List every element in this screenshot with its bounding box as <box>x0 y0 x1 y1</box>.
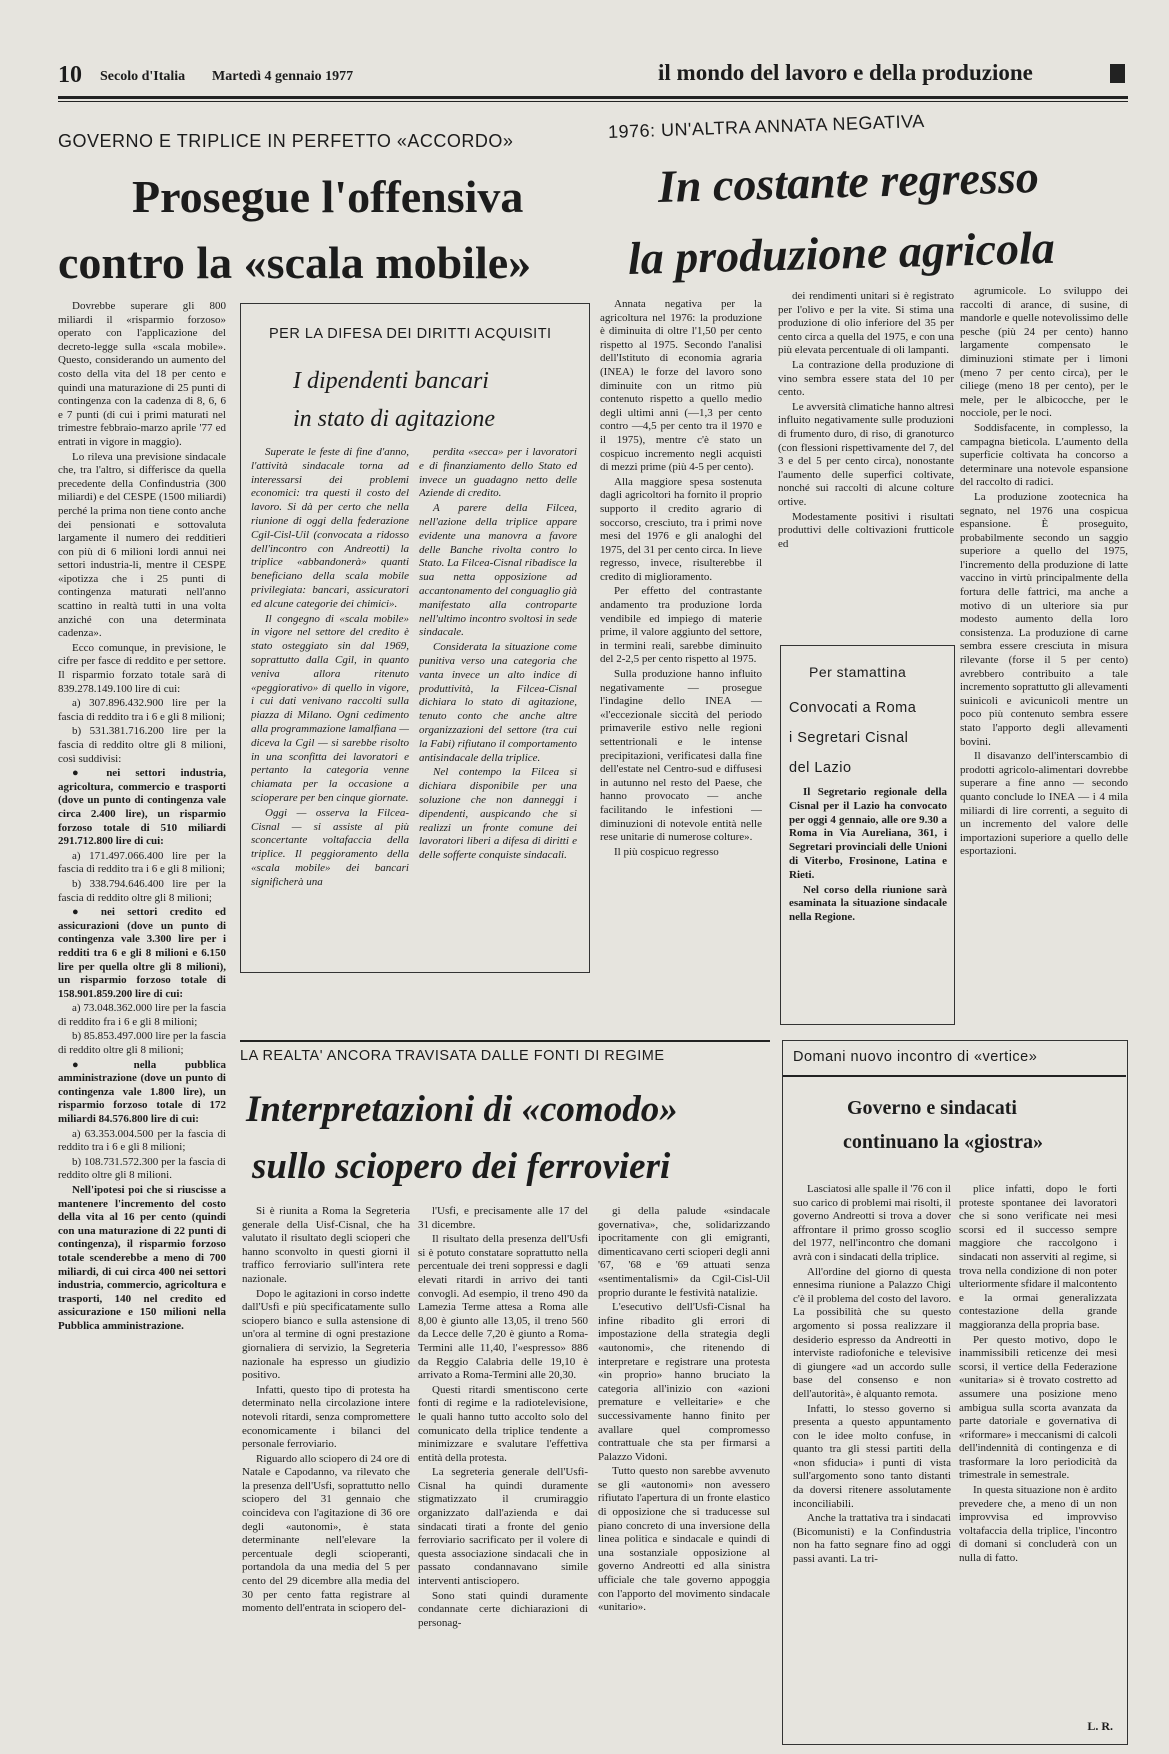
paragraph: Il risultato della presenza dell'Usfi si è potuto constatare soprattutto nella percentuale dei treni soppressi e dagli elevati ritardi in arrivo dei tanti convogli. Ad esempio, il treno 490 da Lamezia Terme attesa a Roma alle 8,00 è giunto alle 13,05, il treno 560 da Lecce delle 7,20 è giunto a Roma-Termini alle 11,40, l'«espresso» 886 da Reggio Calabria delle 19,10 è arrivato a Roma-Termini alle 20,30. <box>418 1233 588 1382</box>
ferrovieri-kicker: LA REALTA' ANCORA TRAVISATA DALLE FONTI DI REGIME <box>240 1048 665 1064</box>
paragraph: Per questo motivo, dopo le inammissibili reticenze dei mesi scorsi, il vertice della Federazione «unitaria» si è trovato costretto ad assumere una posizione meno ambigua sulla scorta avanzata da parte datoriale e governativa di «riformare» i meccanismi di calcoli dell'indennità di contingenza e di trasformare la loro periodicità da trimestrale in semestrale. <box>959 1333 1117 1482</box>
paragraph: plice infatti, dopo le forti proteste spontanee dei lavoratori che si sono verificate nei mesi scorsi ed il successo sempre maggiore che raccolgono i sindacati non asserviti al regime, si trova nella condizione di non poter ulteriormente sfidare il malcontento e la ormai generalizzata contestazione della grande maggioranza della propria base. <box>959 1183 1117 1331</box>
paragraph: ● nella pubblica amministrazione (dove un punto di contingenza vale 1.800 lire), un risparmio forzoso totale di 172 miliardi 84.576.800 lire di cui: <box>58 1059 226 1127</box>
paragraph: A parere della Filcea, nell'azione della triplice appare evidente una manovra a favore delle Banche rivolta contro lo Stato. La Filcea-Cisnal ribadisce la sua netta opposizione ad accantonamento del conguaglio già manifestato alla controparte nell'ultimo incontro svoltosi in sede sindacale. <box>419 502 577 639</box>
paragraph: b) 531.381.716.200 lire per la fascia di reddito oltre gli 8 milioni, così suddivisi: <box>58 725 226 765</box>
vertice-box <box>782 1040 1128 1745</box>
cisnal-lazio-body <box>789 786 947 1016</box>
paragraph: Infatti, lo stesso governo si presenta a questo appuntamento con le idee molto confuse, in quanto tra gli stessi partiti della «non sfiducia» i punti di vista sull'argomento sono tanto distanti da doversi ritenere assolutamente inconciliabili. <box>793 1402 951 1510</box>
paragraph: a) 307.896.432.900 lire per la fascia di reddito tra i 6 e gli 8 milioni; <box>58 697 226 723</box>
agricoltura-headline-2: la produzione agricola <box>627 221 1056 284</box>
paragraph: a) 63.353.004.500 per la fascia di reddito tra i 6 e gli 8 milioni; <box>58 1127 226 1154</box>
agricoltura-headline-1: In costante regresso <box>657 151 1040 212</box>
paragraph: ● nei settori credito ed assicurazioni (dove un punto di contingenza vale 3.300 lire per i redditi tra 6 e gli 8 milioni e 6.150 lire per quella oltre gli 8 milioni), un risparmio forzoso totale di 158.901.859.200 lire di cui: <box>58 906 226 1001</box>
ferrovieri-col-3 <box>598 1205 770 1745</box>
ferrovieri-headline-2: sullo sciopero dei ferrovieri <box>252 1146 671 1187</box>
cisnal-lazio-headline-3: del Lazio <box>789 760 852 776</box>
page-number: 10 <box>58 62 82 88</box>
scala-mobile-headline-2: contro la «scala mobile» <box>58 237 532 288</box>
masthead-rule-thin <box>58 101 1128 102</box>
vertice-headline-1: Governo e sindacati <box>847 1097 1017 1119</box>
agricoltura-col-2 <box>778 290 954 635</box>
paragraph: agrumicole. Lo sviluppo dei raccolti di arance, di susine, di mandorle e quelle notevolissimo delle pesche (più 24 per cento) hanno largamente compensato le diminuzioni stimate per i limoni (meno 7 per cento circa), per le ciliege (meno 18 per cento), per le mele, per le albicocche, per le nocciole, per le noci. <box>960 285 1128 420</box>
bancari-headline-2: in stato di agitazione <box>293 406 496 432</box>
paragraph: Sulla produzione hanno influito negativamente — prosegue l'indagine dello INEA — «l'eccezionale siccità del periodo primaverile estivo nelle regioni settentrionali e le intense precipitazioni, verificatesi dalla fine dell'estate nel Centro-sud e diffusesi in autunno nel resto del Paese, che hanno provocato — anche facilitando le infestioni — diminuzioni di notevole entità nelle rese unitarie di numerose colture». <box>600 668 762 844</box>
agricoltura-col-3 <box>960 285 1128 1025</box>
paragraph: Il congegno di «scala mobile» in vigore nel settore del credito è stato osteggiato sin dal 1969, soprattutto dalla Cgil, in quanto veniva allora ritenuto «peggiorativo» di quello in vigore, i cui dati venivano raccolti sulla piazza di Milano. Ogni cedimento alla programmazione lamalfiana — diceva la Cgil — si sarebbe risolto in una sconfitta dei lavoratori e pertanto la categoria venne chiamata per la occasione a scioperare per ben cinque giornate. <box>251 612 409 804</box>
paragraph: All'ordine del giorno di questa ennesima riunione a Palazzo Chigi c'è il problema del costo del lavoro. La possibilità che su questo argomento si possa realizzare il desiderio espresso da Andreotti in interviste radiofoniche e televisive di giungere «ad un accordo sulle base del consenso e non dell'autorità», è alquanto remota. <box>793 1265 951 1400</box>
section-marker-icon <box>1110 64 1125 83</box>
paragraph: Considerata la situazione come punitiva verso una categoria che vanta invece un alto indice di produttività, la Filcea-Cisnal dichiara lo stato di agitazione, tenuto conto che anche altre organizzazioni del settore (tra cui la Fabi) rifiutano il comportamento antisindacale della triplice. <box>419 641 577 764</box>
bancari-col-1 <box>251 446 409 961</box>
cisnal-lazio-headline-1: Convocati a Roma <box>789 700 917 716</box>
vertice-col-1 <box>793 1183 951 1738</box>
paragraph: Oggi — osserva la Filcea-Cisnal — si assiste al più sconcertante voltafaccia della triplice. Il peggioramento della «scala mobile» dei bancari significherà una <box>251 806 409 888</box>
paragraph: Si è riunita a Roma la Segreteria generale della Uisf-Cisnal, che ha valutato il risultato degli scioperi che hanno sconvolto in questi giorni il traffico ferroviario sull'intera rete nazionale. <box>242 1205 410 1285</box>
bancari-box <box>240 303 590 973</box>
cisnal-lazio-box <box>780 645 955 1025</box>
scala-mobile-kicker: GOVERNO E TRIPLICE IN PERFETTO «ACCORDO» <box>58 131 514 151</box>
paragraph: Ecco comunque, in previsione, le cifre per fasce di reddito e per settore. Il risparmio forzato totale sarà di 839.278.149.100 lire di cui: <box>58 641 226 695</box>
paragraph: Modestamente positivi i risultati produttivi delle coltivazioni frutticole ed <box>778 510 954 550</box>
paragraph: Sono stati quindi duramente condannate certe dichiarazioni di personag- <box>418 1589 588 1629</box>
paragraph: dei rendimenti unitari si è registrato per l'olivo e per la vite. Si stima una produzione di olio inferiore del 35 per cento circa a quella del 1975, e con una più elevata percentuale di oli lampanti. <box>778 290 954 357</box>
paragraph: Soddisfacente, in complesso, la campagna bieticola. L'aumento della superficie coltivata ha concorso a determinare una notevole espansione del raccolto di radici. <box>960 421 1128 489</box>
paragraph: Le avversità climatiche hanno altresì influito negativamente sulle produzioni di frumento duro, di riso, di granoturco (con flessioni rispettivamente del 7, del 3 e del 5 per cento circa), nonostante l'aumento delle superfici coltivate, nonché sui raccolti di alcune colture ortive. <box>778 400 954 508</box>
issue-date: Martedì 4 gennaio 1977 <box>212 69 354 84</box>
paragraph: Per effetto del contrastante andamento tra produzione lorda vendibile ed impiego di materie prime, il valore aggiunto del settore, in termini reali, sarebbe diminuito del 2-2,5 per cento rispetto al 1975. <box>600 585 762 666</box>
agricoltura-kicker: 1976: UN'ALTRA ANNATA NEGATIVA <box>607 110 926 142</box>
vertice-headline-2: continuano la «giostra» <box>843 1131 1044 1153</box>
cisnal-lazio-headline-2: i Segretari Cisnal <box>789 730 909 746</box>
paragraph: Il disavanzo dell'interscambio di prodotti agricolo-alimentari dovrebbe superare a fine anno — secondo quanto conclude lo INEA — i 4 mila miliardi di lire correnti, a seguito di un incremento del valore delle importazioni superiore a quello delle esportazioni. <box>960 750 1128 858</box>
scala-mobile-headline-1: Prosegue l'offensiva <box>132 171 524 222</box>
ferrovieri-col-2 <box>418 1205 588 1745</box>
paragraph: Alla maggiore spesa sostenuta dagli agricoltori ha fornito il proprio supporto il credito agrario di soccorso, cresciuto, tra i primi nove mesi del 1976 e gli analoghi del 1975, del 31 per cento circa. In lieve regresso, invece, risulterebbe il credito di miglioramento. <box>600 475 762 583</box>
paragraph: La segreteria generale dell'Usfi-Cisnal ha quindi duramente stigmatizzato il crumiraggio organizzato dall'azienda e dai sindacati tirati a fronte del genio ferroviario sacrificato per il volere di questa associazione sindacali che in passato condannavano simile interventi antisciopero. <box>418 1466 588 1588</box>
ferrovieri-col-1 <box>242 1205 410 1745</box>
paragraph: Lasciatosi alle spalle il '76 con il suo carico di problemi mai risolti, il governo Andreotti si trova a dover affrontare il primo grosso scoglio del 1977, nell'incontro che domani avrà con i sindacati della triplice. <box>793 1183 951 1263</box>
vertice-signature: L. R. <box>1087 1719 1113 1733</box>
vertice-col-2 <box>959 1183 1117 1713</box>
paragraph: Dopo le agitazioni in corso indette dall'Usfi e più specificatamente sullo sciopero bianco e sulla astensione di un'ora al termine di ogni prestazione giornaliera di servizio, la Segreteria nazionale ha espresso un giudizio positivo. <box>242 1287 410 1382</box>
agricoltura-col-1 <box>600 298 762 1038</box>
vertice-kicker: Domani nuovo incontro di «vertice» <box>793 1049 1038 1065</box>
bancari-kicker: PER LA DIFESA DEI DIRITTI ACQUISITI <box>269 326 552 342</box>
paragraph: perdita «secca» per i lavoratori e di finanziamento dello Stato ed invece un guadagno netto delle Aziende di credito. <box>419 446 577 500</box>
ferrovieri-headline-1: Interpretazioni di «comodo» <box>246 1089 678 1130</box>
paragraph: a) 73.048.362.000 lire per la fascia di reddito fra i 6 e gli 8 milioni; <box>58 1002 226 1028</box>
paragraph: Superate le feste di fine d'anno, l'attività sindacale torna ad interessarsi dei problemi economici: tra questi il costo del lavoro. Si dà per certo che nella riunione di oggi della federazione Cgil-Cisl-Uil (convocata a ridosso dell'incontro con Andreotti) la triplice «abbandonerà» quanti beneficiano della scala mobile privilegiata: bancari, assicuratori ed alcune categorie dei chimici». <box>251 446 409 610</box>
paragraph: b) 85.853.497.000 lire per la fascia di reddito oltre gli 8 milioni; <box>58 1030 226 1057</box>
paragraph: Annata negativa per la agricoltura nel 1976: la produzione è diminuita di oltre l'1,50 per cento rispetto al 1975. Secondo l'analisi dell'Istituto di economia agraria (INEA) le forze del lavoro sono diminuite con un ritmo più contenuto rispetto a quello medio degli ultimi anni (—1,3 per cento contro —4,5 per cento tra il 1970 e il 1975), mentre c'è stato un cospicuo incremento negli acquisti di mezzi prime (più 4-5 per cento). <box>600 298 762 474</box>
paragraph: L'esecutivo dell'Usfi-Cisnal ha infine ribadito gli errori di impostazione della strategia degli «autonomi», che ritenendo di interpretare e registrare una protesta «in proprio» hanno bruciato la categoria all'inizio con «azioni premature e velleitarie» e che successivamente hanno finito per avallare quel compromesso contrattuale che sta per firmarsi a Palazzo Vidoni. <box>598 1301 770 1463</box>
paragraph: Nel contempo la Filcea si dichiara disponibile per una soluzione che non danneggi i dipendenti, auspicando che si realizzi un fronte comune dei lavoratori liberi a difesa di diritti e delle sofferte conquiste sindacali. <box>419 766 577 862</box>
paper-name: Secolo d'Italia <box>100 69 186 84</box>
paragraph: Lo rileva una previsione sindacale che, tra l'altro, si differisce da quella precedente della Confindustria (300 miliardi) e del CESPE (1500 miliardi) perché la prima non tiene conto anche dei pensionati e sottovaluta largamente il numero dei redditieri con più di 6 milioni lordi annui nei settori industria-li, mentre il CESPE «ipotizza che i 25 punti di contingenza maturati nell'anno scattino in realtà tutti in una volta anziché con una determinata cadenza». <box>58 450 226 640</box>
paragraph: Anche la trattativa tra i sindacati (Bicomunisti) e la Confindustria non ha fatto segnare fino ad oggi passi avanti. La tri- <box>793 1512 951 1566</box>
paragraph: ● nei settori industria, agricoltura, commercio e trasporti (dove un punto di contingenza vale circa 2.400 lire), un risparmio forzoso totale di 510 miliardi 291.712.800 lire di cui: <box>58 767 226 849</box>
paragraph: Dovrebbe superare gli 800 miliardi il «risparmio forzoso» operato con l'applicazione del decreto-legge sulla «scala mobile». Questo, considerando un aumento del costo della vita del 18 per cento e quindi una maturazione di 25 punti di contingenza con la cadenza di 8, 6, 6 e 7 punti (di cui i primi maturati nel trimestre febbraio-marzo aprile '77 ed entrati in vigore in maggio). <box>58 300 226 448</box>
bancari-headline-1: I dipendenti bancari <box>293 368 489 394</box>
bancari-col-2 <box>419 446 577 961</box>
paragraph: Tutto questo non sarebbe avvenuto se gli «autonomi» non avessero rifiutato l'apertura di un fronte elastico di opposizione che si traducesse sul piano concreto di una inversione della linea politica e sindacale e quindi di una sostanziale opposizione al governo Andreotti ed alla sinistra ufficiale che tale governo appoggia con l'apporto del movimento sindacale «unitario». <box>598 1465 770 1614</box>
scala-mobile-body <box>58 300 226 1745</box>
paragraph: l'Usfi, e precisamente alle 17 del 31 dicembre. <box>418 1205 588 1231</box>
paragraph: Nel corso della riunione sarà esaminata la situazione sindacale nella Regione. <box>789 883 947 924</box>
paragraph: gi della palude «sindacale governativa», che, solidarizzando ipocritamente con gli emigranti, dimenticavano certi scioperi degli anni '67, '68 e '69 attuati senza «sentimentalismi» da Cgil-Cisl-Uil proprio durante le festività natalizie. <box>598 1205 770 1299</box>
paragraph: La produzione zootecnica ha segnato, nel 1976 una cospicua espansione. È proseguito, probabilmente secondo un saggio superiore a quello del 1975, l'incremento della produzione di latte vaccino in virtù principalmente della fortura delle fattrici, ma anche a motivo di un ulteriore sia pur modesto aumento della loro consistenza. La produzione di carne sembra essere cresciuta in misura rilevante (forse il 5 per cento) avrebbero contribuito a tale incremento soprattutto gli allevamenti suinicoli e avicunicoli mentre un poco più contenuto sembra essere stato l'apporto degli allevamenti bovini. <box>960 490 1128 748</box>
vertice-kicker-rule <box>783 1075 1126 1077</box>
paragraph: Infatti, questo tipo di protesta ha determinato nella circolazione intere notevoli ritardi, senza compromettere economicamente i bilanci del personale ferroviario. <box>242 1383 410 1451</box>
paragraph: b) 108.731.572.300 per la fascia di reddito oltre gli 8 milioni. <box>58 1155 226 1182</box>
paragraph: Riguardo allo sciopero di 24 ore di Natale e Capodanno, va rilevato che la presenza dell'Usfi, soprattutto nello sciopero del 31 gennaio che coincideva con l'agitazione di 36 ore degli «autonomi», è stata determinante nell'elevare la percentuale degli scioperanti, portandola da una media del 5 per cento del 29 dicembre alla media del 30 per cento fatta registrare al momento dell'entrata in sciopero del- <box>242 1452 410 1615</box>
paragraph: a) 171.497.066.400 lire per la fascia di reddito tra i 6 e gli 8 milioni; <box>58 849 226 876</box>
ferrovieri-top-rule <box>240 1040 770 1042</box>
paragraph: b) 338.794.646.400 lire per la fascia di reddito oltre gli 8 milioni; <box>58 877 226 904</box>
paragraph: La contrazione della produzione di vino sembra essere stata del 10 per cento. <box>778 358 954 399</box>
paragraph: Il Segretario regionale della Cisnal per il Lazio ha convocato per oggi 4 gennaio, alle ore 9.30 a Roma in Via Aureliana, 361, i Segretari provinciali delle Unioni di Viterbo, Frosinone, Latina e Rieti. <box>789 786 947 881</box>
paragraph: Questi ritardi smentiscono certe fonti di regime e la radiotelevisione, le quali hanno tutto accolto solo del comunicato della triplice tendente a minimizzare e svalutare l'effettiva entità della protesta. <box>418 1383 588 1464</box>
cisnal-lazio-kicker: Per stamattina <box>809 664 907 680</box>
paragraph: Nell'ipotesi poi che si riuscisse a mantenere l'incremento del costo della vita al 16 per cento (quindi con una maturazione di 22 punti di contingenza), il risparmio forzoso totale scenderebbe a meno di 700 miliardi, di cui circa 400 nei settori industria, commercio, agricoltura e trasporti, 140 nel credito ed assicurazione e 150 milioni nella Pubblica amministrazione. <box>58 1184 226 1332</box>
masthead <box>58 56 1128 96</box>
paragraph: Il più cospicuo regresso <box>614 845 719 858</box>
section-title: il mondo del lavoro e della produzione <box>658 60 1033 85</box>
paragraph: In questa situazione non è ardito prevedere che, a meno di un non improvvisa ed improvviso voltafaccia della triplice, l'incontro di domani si concluderà con un nulla di fatto. <box>959 1484 1117 1565</box>
masthead-rule <box>58 96 1128 99</box>
